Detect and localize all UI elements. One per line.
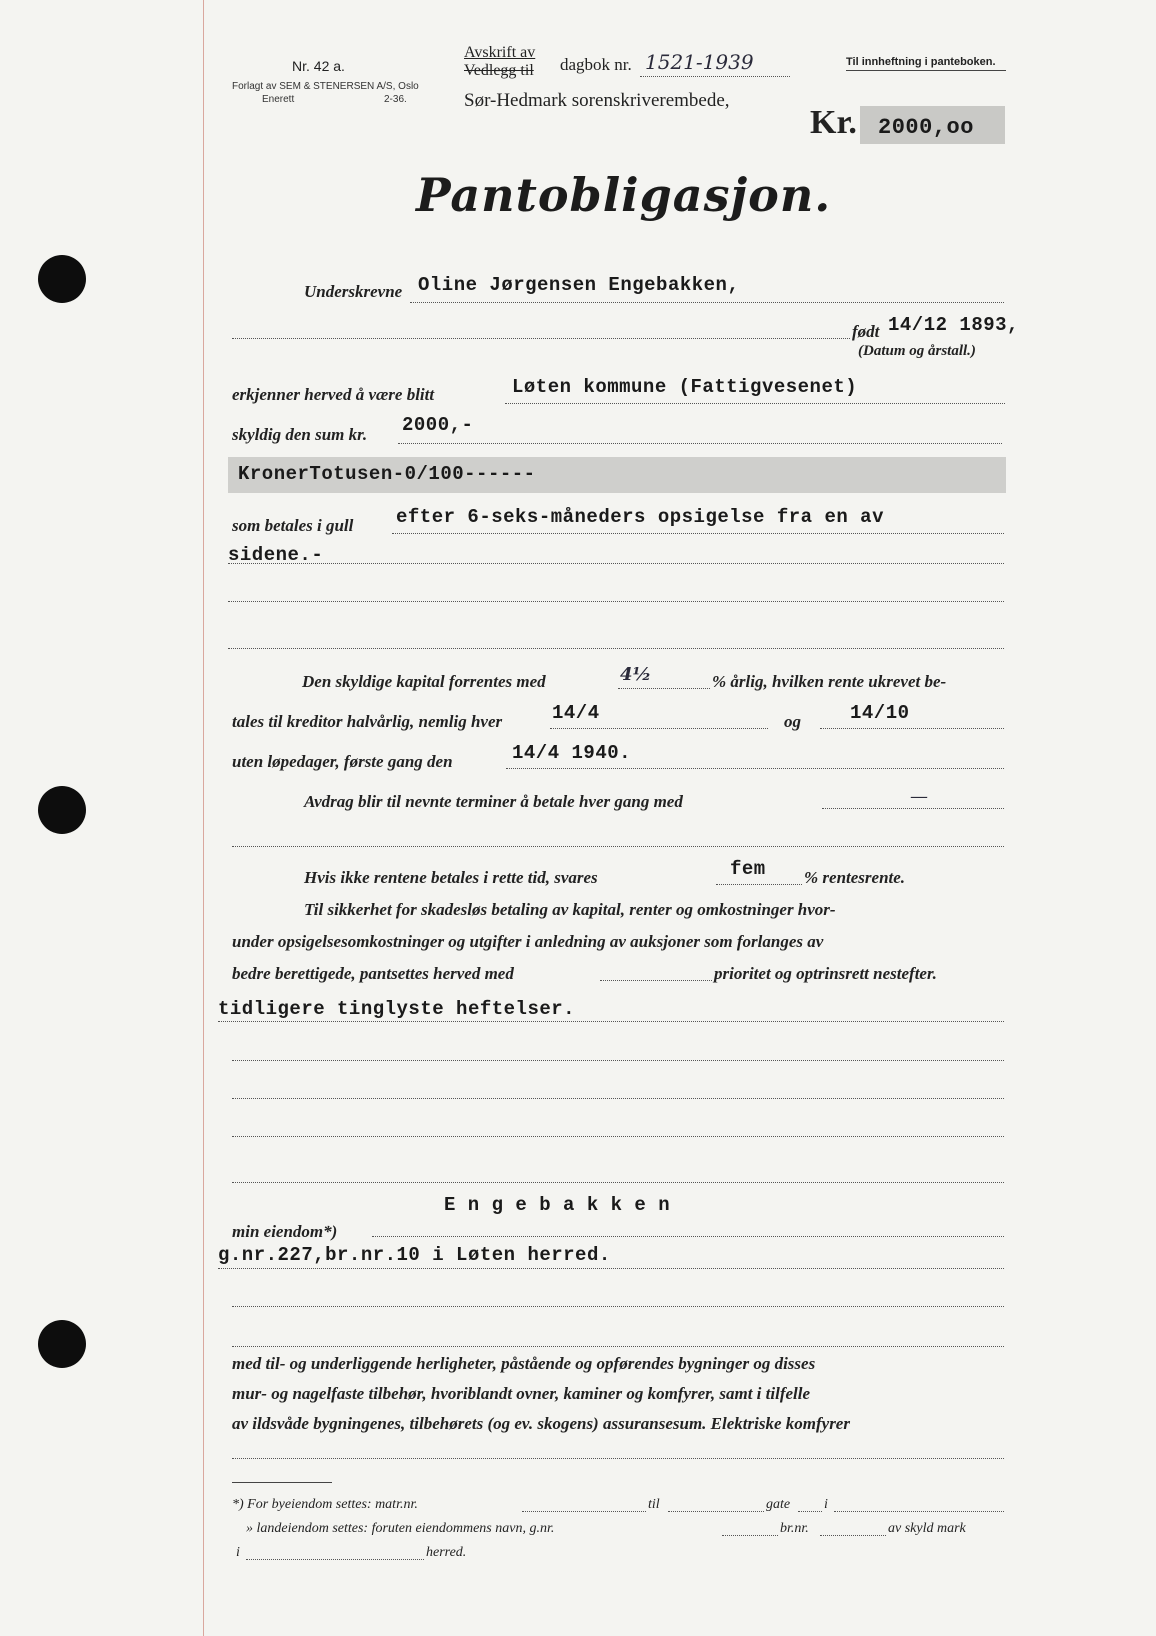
publisher-date: 2-36. bbox=[384, 94, 407, 105]
hvis-value: fem bbox=[730, 858, 766, 880]
skyldig-value: 2000,- bbox=[402, 414, 474, 436]
sikkerhet-line-3a: bedre berettigede, pantsettes herved med bbox=[232, 964, 514, 983]
gull-value: efter 6-seks-måneders opsigelse fra en av bbox=[396, 506, 884, 528]
margin-line bbox=[203, 0, 204, 1636]
sikkerhet-line-2: under opsigelsesomkostninger og utgifter i anledning av auksjoner som forlanges av bbox=[232, 932, 824, 951]
punch-hole-bottom bbox=[38, 1320, 86, 1368]
publisher-line: Forlagt av SEM & STENERSEN A/S, Oslo bbox=[232, 81, 419, 92]
footnote-line-3b: herred. bbox=[426, 1545, 467, 1560]
dagbok-number: 1521-1939 bbox=[645, 50, 754, 74]
lopedager-value: 14/4 1940. bbox=[512, 742, 632, 764]
hvis-text-a: Hvis ikke rentene betales i rette tid, svares bbox=[304, 868, 598, 887]
publisher-enerett: Enerett bbox=[262, 94, 295, 105]
fodt-label: født bbox=[852, 322, 880, 341]
erkjenner-label: erkjenner herved å være blitt bbox=[232, 385, 435, 404]
footnote-line-1a: *) For byeiendom settes: matr.nr. bbox=[232, 1497, 418, 1512]
skyldig-label: skyldig den sum kr. bbox=[232, 425, 368, 444]
renter-text-b: % årlig, hvilken rente ukrevet be- bbox=[712, 672, 947, 691]
footnote-line-1b: til bbox=[648, 1497, 660, 1512]
hvis-text-b: % rentesrente. bbox=[804, 868, 906, 887]
kr-label: Kr. bbox=[810, 104, 857, 141]
betales-og: og bbox=[784, 712, 801, 731]
undersk-value: Oline Jørgensen Engebakken, bbox=[418, 274, 740, 296]
footnote-line-2c: av skyld mark bbox=[888, 1521, 966, 1536]
footnote-line-1d: i bbox=[824, 1497, 828, 1512]
betales-date-1: 14/4 bbox=[552, 702, 600, 724]
amount-in-words: KronerTotusen-0/100------ bbox=[238, 463, 536, 485]
avskrift-label: Avskrift av bbox=[464, 44, 536, 61]
eiendom-label: min eiendom*) bbox=[232, 1222, 338, 1241]
renter-text-a: Den skyldige kapital forrentes med bbox=[302, 672, 546, 691]
punch-hole-top bbox=[38, 255, 86, 303]
vedlegg-label: Vedlegg til bbox=[464, 62, 534, 79]
punch-hole-middle bbox=[38, 786, 86, 834]
paragraph-line-1: med til- og underliggende herligheter, påstående og opførendes bygninger og disses bbox=[232, 1354, 816, 1373]
footnote-line-1c: gate bbox=[766, 1497, 791, 1512]
datum-label: (Datum og årstall.) bbox=[858, 343, 976, 359]
erkjenner-value: Løten kommune (Fattigvesenet) bbox=[512, 376, 858, 398]
avdrag-value: — bbox=[910, 786, 928, 807]
rente-prosent: 4½ bbox=[620, 664, 652, 685]
tidligere-heftelser: tidligere tinglyste heftelser. bbox=[218, 998, 576, 1020]
gnr-value: g.nr.227,br.nr.10 i Løten herred. bbox=[218, 1244, 611, 1266]
gull-value-2: sidene.- bbox=[228, 544, 324, 566]
footnote-line-3a: i bbox=[236, 1545, 240, 1560]
document-title: Pantobligasjon. bbox=[416, 168, 832, 222]
sikkerhet-line-1: Til sikkerhet for skadesløs betaling av kapital, renter og omkostninger hvor- bbox=[304, 900, 836, 919]
avdrag-label: Avdrag blir til nevnte terminer å betale hver gang med bbox=[304, 792, 683, 811]
footnote-line-2b: br.nr. bbox=[780, 1521, 809, 1536]
right-note: Til innheftning i panteboken. bbox=[846, 56, 996, 68]
office-name: Sør-Hedmark sorenskriverembede, bbox=[464, 90, 730, 111]
fodt-value: 14/12 1893, bbox=[888, 314, 1019, 336]
betales-date-2: 14/10 bbox=[850, 702, 910, 724]
eiendom-value: E n g e b a k k e n bbox=[444, 1194, 671, 1216]
gull-label: som betales i gull bbox=[232, 516, 354, 535]
sikkerhet-line-3b: prioritet og optrinsrett nestefter. bbox=[714, 964, 937, 983]
paragraph-line-3: av ildsvåde bygningenes, tilbehørets (og ev. skogens) assuransesum. Elektriske komfyrer bbox=[232, 1414, 850, 1433]
form-number: Nr. 42 a. bbox=[292, 58, 345, 74]
amount-value: 2000,oo bbox=[878, 115, 974, 140]
dagbok-label: dagbok nr. bbox=[560, 55, 632, 74]
footnote-line-2a: » landeiendom settes: foruten eiendommens navn, g.nr. bbox=[246, 1521, 555, 1536]
lopedager-label: uten løpedager, første gang den bbox=[232, 752, 453, 771]
paragraph-line-2: mur- og nagelfaste tilbehør, hvoriblandt ovner, kaminer og komfyrer, samt i tilfelle bbox=[232, 1384, 811, 1403]
undersk-label: Underskrevne bbox=[304, 282, 403, 301]
footnote-rule bbox=[232, 1482, 332, 1483]
betales-text: tales til kreditor halvårlig, nemlig hver bbox=[232, 712, 503, 731]
